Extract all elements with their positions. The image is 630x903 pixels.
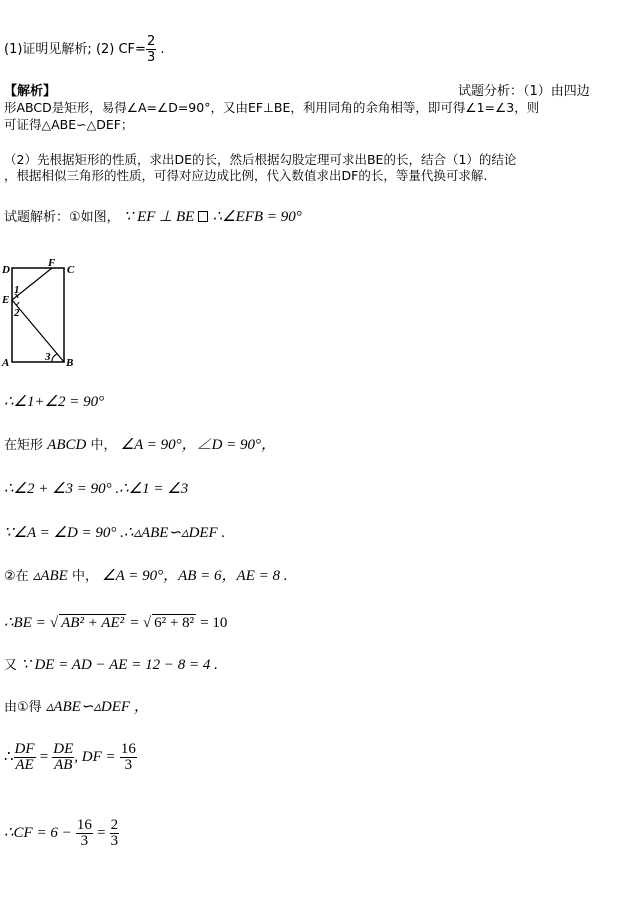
- cf-16-num: 16: [76, 817, 92, 833]
- be-lhs: ∴BE =: [4, 615, 46, 631]
- step-angle-1-equals-3: ∴∠2 + ∠3 = 90° .∴∠1 = ∠3: [4, 481, 189, 497]
- ratio-equals: =: [39, 749, 49, 765]
- de-ab-den: AB: [54, 757, 73, 773]
- cf-2-den: 3: [110, 833, 119, 849]
- analysis-label: 【解析】: [4, 84, 57, 99]
- cf-denominator: 3: [146, 50, 156, 65]
- df-label: , DF =: [74, 749, 116, 765]
- step-tri-mid: 中，: [71, 569, 98, 584]
- fraction-df-ae: [14, 742, 36, 773]
- answer-part1: (1)证明见解析;: [4, 42, 92, 57]
- fraction-de-ab: [52, 742, 74, 773]
- df-value-num: 16: [120, 741, 136, 757]
- answer-part2-prefix: (2) CF=: [95, 42, 146, 57]
- segment-eb: [12, 300, 64, 362]
- analysis-line1: 形ABCD是矩形，易得∠A=∠D=90°，又由EF⊥BE，利用同角的余角相等，即可得∠1=∠3，则: [4, 100, 540, 115]
- analysis-line2: 可证得△ABE∽△DEF；: [4, 117, 134, 132]
- label-angle-3: 3: [45, 351, 51, 363]
- step-by-similarity: [4, 699, 149, 716]
- cf-equals: =: [97, 825, 106, 841]
- de-ab-num: DE: [53, 741, 74, 757]
- step-ratio: [4, 742, 137, 773]
- cf-fraction: [146, 34, 156, 65]
- placeholder-box-icon: [198, 211, 208, 222]
- solution-intro: 试题解析：①如图，: [4, 210, 120, 225]
- cf-lhs: ∴CF = 6 −: [4, 825, 72, 841]
- sim-prefix: 由①得: [4, 700, 42, 715]
- be-equals: =: [130, 615, 139, 631]
- step-angle-sum-1-2: ∴∠1+∠2 = 90°: [4, 394, 105, 410]
- step-similar-triangles: ∵∠A = ∠D = 90° .∴▵ABE∽▵DEF .: [4, 525, 226, 541]
- step-cf-result: [4, 818, 119, 849]
- angle-arc-b: [52, 354, 57, 362]
- step-tri-name: ▵ABE: [32, 568, 68, 584]
- rectangle-figure: [0, 258, 90, 370]
- solution-intro-line: [4, 209, 302, 226]
- label-e: E: [2, 294, 10, 306]
- answer-line: [4, 34, 165, 65]
- step-rect-mid: 中，: [90, 438, 117, 453]
- analysis-line3: （2）先根据矩形的性质，求出DE的长，然后根据勾股定理可求出BE的长，结合（1）的结论: [4, 152, 517, 167]
- cf-16-den: 3: [76, 833, 93, 849]
- label-b: B: [66, 357, 74, 369]
- sim-statement: ▵ABE∽▵DEF ，: [45, 699, 149, 715]
- analysis-heading: 试题分析：（1）由四边: [458, 84, 590, 99]
- df-ae-den: AE: [15, 757, 34, 773]
- step-rectangle-angles: [4, 437, 276, 454]
- cf-2-num: 2: [110, 817, 119, 833]
- de-prefix: 又: [4, 658, 18, 673]
- fraction-df-value: [120, 742, 137, 773]
- df-value-den: 3: [120, 757, 137, 773]
- step-rect-name: ABCD: [47, 437, 87, 453]
- label-angle-2: 2: [14, 307, 20, 319]
- fraction-16-3: [76, 818, 93, 849]
- cf-numerator: 2: [146, 34, 156, 49]
- de-equation: ∵ DE = AD − AE = 12 − 8 = 4 .: [21, 657, 218, 673]
- ratio-therefore: ∴: [4, 749, 14, 765]
- rectangle-abcd: [12, 268, 64, 362]
- label-d: D: [2, 264, 10, 276]
- step-triangle-abe: [4, 568, 287, 585]
- label-f: F: [48, 258, 56, 269]
- step-rect-equation: ∠A = 90°，∠D = 90°，: [120, 437, 277, 453]
- df-ae-num: DF: [14, 741, 35, 757]
- be-radicand-2: 6² + 8²: [154, 615, 195, 631]
- analysis-line4: ，根据相似三角形的性质，可得对应边成比例，代入数值求出DF的长，等量代换可求解.: [4, 168, 488, 183]
- be-radicand-1: AB² + AE²: [61, 615, 125, 631]
- fraction-2-3: [110, 818, 120, 849]
- step-rect-prefix: 在矩形: [4, 438, 44, 453]
- label-a: A: [2, 357, 10, 369]
- label-c: C: [67, 264, 75, 276]
- given-perpendicular: ∵ EF ⊥ BE: [123, 209, 195, 225]
- label-angle-1: 1: [14, 284, 20, 296]
- be-result: = 10: [200, 615, 228, 631]
- step-de-length: [4, 657, 218, 674]
- step-be-length: ∴BE = √ AB² + AE² = √ 6² + 8² = 10: [4, 615, 228, 631]
- angle-efb: ∴∠EFB = 90°: [212, 209, 302, 225]
- answer-end: .: [160, 42, 165, 57]
- step-tri-prefix: ②在: [4, 569, 29, 584]
- step-tri-equation: ∠A = 90°，AB = 6，AE = 8 .: [102, 568, 288, 584]
